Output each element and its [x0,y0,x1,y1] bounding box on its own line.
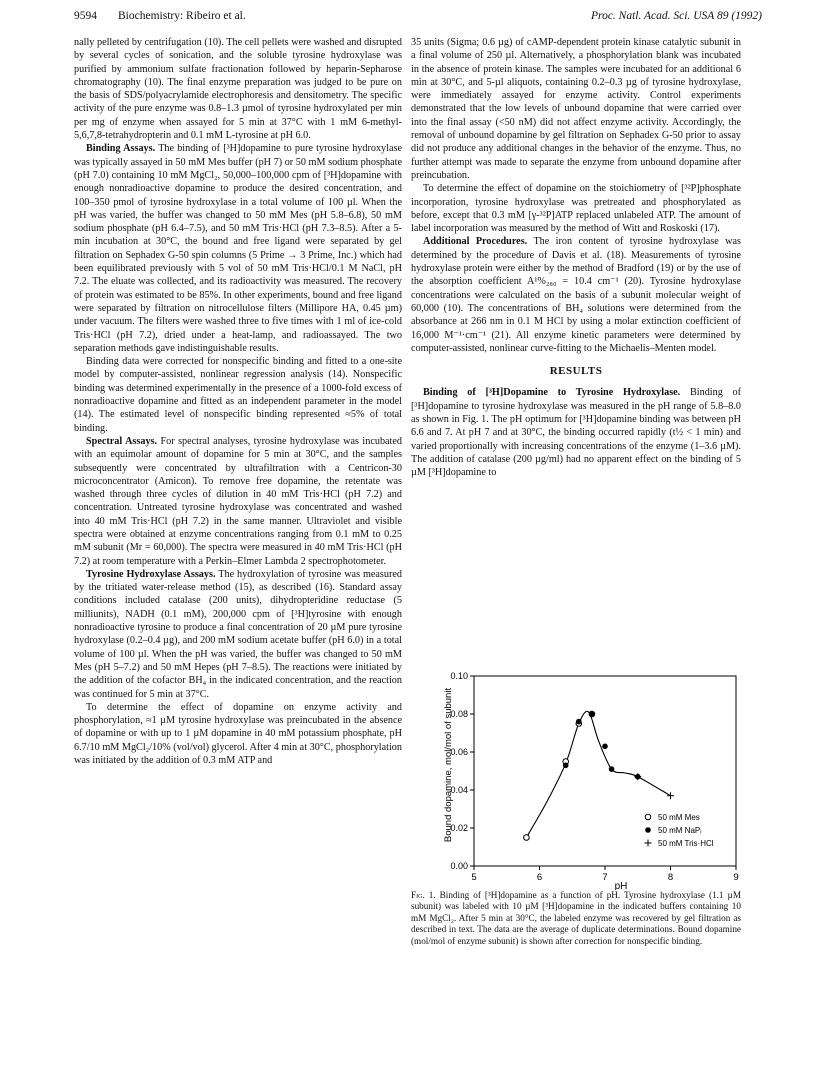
y-tick-label: 0.04 [450,785,468,795]
x-axis-label: pH [614,881,628,890]
left-column [74,36,402,767]
right-column [411,36,741,480]
paragraph-text: Binding of [³H]dopamine to tyrosine hydroxylase was measured in the pH range of 5.8–8.0 as shown in Fig. 1. The pH optimum for [³H]dopamine binding was between pH 6.6 and 7. At pH 7 and at 30°C, the binding occurred rapidly (t½ < 1 min) and varied proportionally with increasing concentrations of the enzyme (1–3.6 µM). The addition of catalase (200 µg/ml) had no apparent effect on the binding of 5 µM [³H]dopamine to [411,387,742,479]
legend-marker [645,840,652,847]
legend-label: 50 mM Tris·HCl [658,839,714,848]
paragraph-text: For spectral analyses, tyrosine hydroxylase was incubated with an equimolar amount of dopamine for 5 min at 30°C, and the samples subsequently were concentrated by ultrafiltration with a Centricon-30 microconcentrator (Amicon). To remove free dopamine, the retentate was washed through three cycles of dilution in 40 mM Tris·HCl (pH 7.2) and concentration. Untreated tyrosine hydroxylase was concentrated and washed into 40 mM Tris·HCl (pH 7.2) in the same manner. Ultraviolet and visible spectra were obtained at enzyme concentrations ranging from 0.1 mM to 0.25 mM subunit (Mr = 60,000). The spectra were measured in 40 mM Tris·HCl (pH 7.2) at room temperature with a Perkin–Elmer Lambda 2 spectrophotometer. [74,435,403,567]
paragraph: Binding data were corrected for nonspecific binding and fitted to a one-site model by computer-assisted, nonlinear regression analysis (14). Nonspecific binding was determined experimentally in the presence of a 1000-fold excess of nonradioactive dopamine and fitted as an independent parameter in the model (14). The estimated level of nonspecific binding represented ≈5% of total binding. [74,356,402,434]
x-tick-label: 6 [536,872,543,883]
y-tick-label: 0.00 [450,861,468,871]
data-point [576,719,582,725]
y-tick-label: 0.08 [450,709,468,719]
caption-label: Fig. 1. [411,890,436,900]
x-tick-label: 8 [667,872,674,883]
results-heading: RESULTS [549,365,603,378]
y-tick-label: 0.06 [450,747,468,757]
paragraph-binding-assays [74,142,402,355]
data-point [524,835,530,841]
ph-binding-chart [411,670,741,890]
x-tick-label: 5 [471,872,477,883]
legend-label: 50 mM NaPᵢ [658,826,702,835]
figure-caption [411,890,741,947]
caption-text: Binding of [³H]dopamine as a function of pH. Tyrosine hydroxylase (1.1 µM subunit) was labeled with 10 µM [³H]dopamine in the indicated buffers containing 10 mM MgCl₂. After 5 min at 30°C, the labeled enzyme was recovered by gel filtration as described in text. The data are the average of duplicate determinations. Bound dopamine (mol/mol of enzyme subunit) is shown after correction for nonspecific binding. [411,890,741,946]
legend-marker [645,814,651,820]
plot-frame [474,676,736,866]
x-tick-label: 9 [733,872,739,883]
data-point [563,763,569,769]
section-heading: Tyrosine Hydroxylase Assays. [86,568,216,580]
paragraph-text: The iron content of tyrosine hydroxylase was determined by the procedure of Davis et al. (18). Measurements of tyrosine hydroxylase protein were either by the method of Bradford (19) or by the use of the absorption coefficient A¹%₂₈₀ = 10.4 cm⁻¹ (20). Tyrosine hydroxylase concentrations were calculated on the basis of a subunit molecular weight of 60,000 (10). The concentrations of BH₄ solutions were determined from the absorbance at 266 nm in 0.1 M HCl by using a molar extinction coefficient of 16,000 M⁻¹·cm⁻¹ (21). All enzyme kinetic parameters were determined by computer-assisted, nonlinear curve-fitting to the Michaelis–Menten model. [411,236,741,354]
y-tick-label: 0.10 [450,671,468,681]
paragraph-spectral-assays [74,435,402,568]
y-tick-label: 0.02 [450,823,468,833]
data-point [634,773,641,780]
data-point [609,766,615,772]
paragraph: To determine the effect of dopamine on the stoichiometry of [³²P]phosphate incorporation, tyrosine hydroxylase was pretreated and phosphorylated as before, except that 0.3 mM [γ-³²P]ATP replaced unlabeled ATP. The amount of label incorporation was measured by the method of Witt and Roskoski (17). [411,183,741,235]
data-point [667,792,674,799]
paragraph: nally pelleted by centrifugation (10). The cell pellets were washed and disrupted by several cycles of sonication, and the soluble tyrosine hydroxylase was purified by ammonium sulfate fractionation followed by heparin-Sepharose chromatography (10). The final enzyme preparation was judged to be pure on the basis of SDS/polyacrylamide electrophoresis and densitometry. The specific activity of the pure enzyme was 0.8–1.3 µmol of tyrosine hydroxylated per min per mg of enzyme when assayed for 5 min at 37°C with 1 mM 6-methyl-5,6,7,8-tetrahydropterin and 0.1 mM L-tyrosine at pH 6.0. [74,37,402,142]
paragraph-text: The binding of [³H]dopamine to pure tyrosine hydroxylase was typically assayed in 50 mM Mes buffer (pH 7) or 50 mM sodium phosphate (pH 7.0) containing 10 mM MgCl₂, 50,000–100,000 cpm of [³H]dopamine with enough nonradioactive dopamine to produce the desired concentration, and 100–350 pmol of tyrosine hydroxylase in a total volume of 100 µl. When the pH was varied, the buffer was changed to 50 mM Mes (pH 5.8–6.8), 50 mM sodium phosphate (pH 6.4–7.5), and 50 mM Tris·HCl (pH 7.3–8.5). After a 5-min incubation at 30°C, the bound and free ligand were separated by gel filtration on Sephadex G-50 spin columns (5 Prime → 3 Prime, Inc.) which had been equilibrated previously with 5 vol of 50 mM Tris·HCl/0.1 M NaCl, pH 7.2. The eluate was collected, and its radioactivity was measured. The recovery of protein was estimated to be 85%. In other experiments, bound and free ligand were separated by filtration on nitrocellulose filters (Millipore HA, 0.45 µm) under vacuum. The filters were washed three to five times with 1 ml of ice-cold Tris·HCl (pH 7.2), dried under a heat-lamp, and radioassayed. The two separation methods gave indistinguishable results. [74,143,402,354]
running-head-journal: Proc. Natl. Acad. Sci. USA 89 (1992) [591,10,762,22]
section-heading: Spectral Assays. [86,435,158,447]
paragraph-text: The hydroxylation of tyrosine was measured by the tritiated water-release method (15), as described (16). Standard assay conditions included catalase (200 units), dihydropteridine reductase (5 milliunits), NADH (0.1 mM), 200,000 cpm of [³H]tyrosine with enough nonradioactive tyrosine to produce a final concentration of 20 µM pure tyrosine hydroxylase (0.2–0.4 µg), and 200 mM sodium acetate buffer (pH 6.0) in a total volume of 100 µl. When the pH was varied, the buffer was changed to 50 mM Mes (pH 5–7.2) and 50 mM Hepes (pH 7–8.5). The reactions were initiated by the addition of the cofactor BH₄ in the indicated concentration, and the reaction was continued for 5 min at 37°C. [74,568,402,700]
legend-marker [645,827,651,833]
paragraph-additional-procedures [411,235,741,355]
running-head-authors: Biochemistry: Ribeiro et al. [118,10,246,22]
y-axis-label: Bound dopamine, mol/mol of subunit [443,687,454,843]
paragraph: To determine the effect of dopamine on enzyme activity and phosphorylation, ≈1 µM tyrosine hydroxylase was preincubated in the absence of dopamine or with up to 1 µM dopamine in 40 mM potassium phosphate, pH 6.7/10 mM MgCl₂/10% (vol/vol) glycerol. After 4 min at 30°C, phosphorylation was initiated by the addition of 0.3 mM ATP and [74,701,402,767]
section-heading: Binding of [³H]Dopamine to Tyrosine Hydroxylase. [423,387,681,399]
data-point [589,711,595,717]
legend-label: 50 mM Mes [658,813,700,822]
page-number: 9594 [74,10,97,22]
data-point [602,744,608,750]
x-tick-label: 7 [602,872,608,883]
paragraph-binding-results [411,386,741,479]
figure-1 [411,670,741,900]
paragraph: 35 units (Sigma; 0.6 µg) of cAMP-dependent protein kinase catalytic subunit in a final volume of 250 µl. Alternatively, a phosphorylation blank was incubated in the absence of protein kinase. The samples were incubated for an additional 6 min at 30°C, and 5-µl aliquots, containing 0.2–0.3 µg of tyrosine hydroxylase, were immediately assayed for enzyme activity. Control experiments demonstrated that the low levels of unbound dopamine that were carried over into the final assay (<50 nM) did not affect enzyme activity. Accordingly, the removal of unbound dopamine by gel filtration on Sephadex G-50 prior to assay did not produce any additional changes in the behavior of the enzyme. Thus, no further attempt was made to separate the enzyme from unbound dopamine after preincubation. [411,37,741,181]
paragraph-tyrosine-assays [74,568,402,701]
section-heading: Binding Assays. [86,143,156,155]
section-heading: Additional Procedures. [423,236,528,248]
